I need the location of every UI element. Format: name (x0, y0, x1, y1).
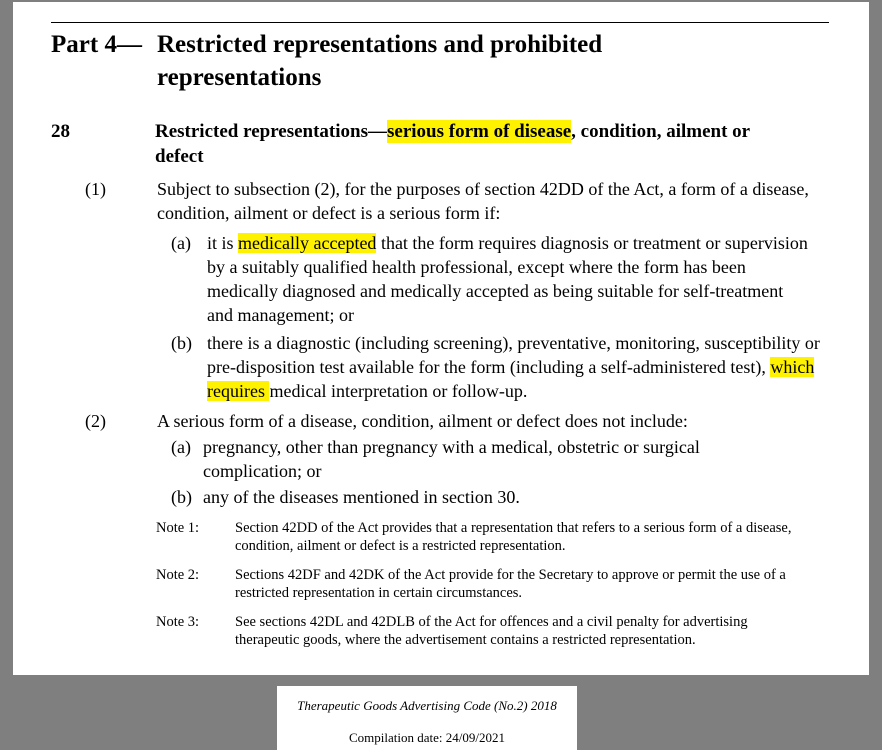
subsection-2-label: (2) (85, 411, 106, 431)
note-1-label: Note 1: (156, 520, 200, 536)
subsection-1-text: Subject to subsection (2), for the purposes of section 42DD of the Act, a form of a disease, condition, ailment or defect is a serious form if: (157, 179, 809, 223)
highlight-medically-accepted: medically accepted (238, 233, 377, 253)
part-number: Part 4— (51, 31, 142, 58)
footer-title: Therapeutic Goods Advertising Code (No.2) 2018 (297, 698, 557, 713)
top-rule (51, 22, 829, 23)
note-2-label: Note 2: (156, 567, 200, 583)
subsection-2-text: A serious form of a disease, condition, ailment or defect does not include: (157, 411, 688, 431)
highlight-which-requires: which requires (207, 357, 815, 401)
para-1a-start: it is (207, 233, 239, 253)
note-3-text: See sections 42DL and 42DLB of the Act for offences and a civil penalty for advertising therapeutic goods, where the advertisement contains a restricted representation. (235, 614, 748, 648)
section-title-end: , condition, ailment or defect (155, 121, 750, 167)
document-page (13, 2, 869, 675)
para-1b-end: medical interpretation or follow-up. (269, 381, 528, 401)
part-title: Restricted representations and prohibited representations (157, 31, 603, 91)
note-2-text: Sections 42DF and 42DK of the Act provide for the Secretary to approve or permit the use of a restricted representation in certain circumstances. (235, 567, 786, 601)
para-1b-start: there is a diagnostic (including screening), preventative, monitoring, susceptibility or pre-disposition test available for the form (including a self-administered test), (207, 333, 820, 377)
page-footer (277, 686, 577, 750)
para-1a-label: (a) (171, 233, 191, 253)
footer-compilation-date: Compilation date: 24/09/2021 (349, 730, 505, 745)
para-1a-text (207, 231, 813, 327)
note-3-label: Note 3: (156, 614, 200, 630)
para-1a-end: that the form requires diagnosis or treatment or supervision by a suitably qualified health professional, except where the form has been medically diagnosed and medically accepted as being suitable for self-treatment and management; or (207, 233, 808, 325)
para-2a-label: (a) (171, 437, 191, 457)
para-2a-text: pregnancy, other than pregnancy with a medical, obstetric or surgical complication; or (203, 437, 700, 481)
para-1b-label: (b) (171, 333, 192, 353)
section-number: 28 (51, 121, 70, 142)
para-2b-text: any of the diseases mentioned in section 30. (203, 487, 520, 507)
section-title-start: Restricted representations— (155, 121, 387, 142)
section-title (155, 119, 795, 169)
note-1-text: Section 42DD of the Act provides that a representation that refers to a serious form of a disease, condition, ailment or defect is a restricted representation. (235, 520, 792, 554)
para-1b-text (207, 331, 829, 403)
highlight-serious-form: serious form of disease (387, 121, 572, 142)
subsection-1-label: (1) (85, 179, 106, 199)
para-2b-label: (b) (171, 487, 192, 507)
